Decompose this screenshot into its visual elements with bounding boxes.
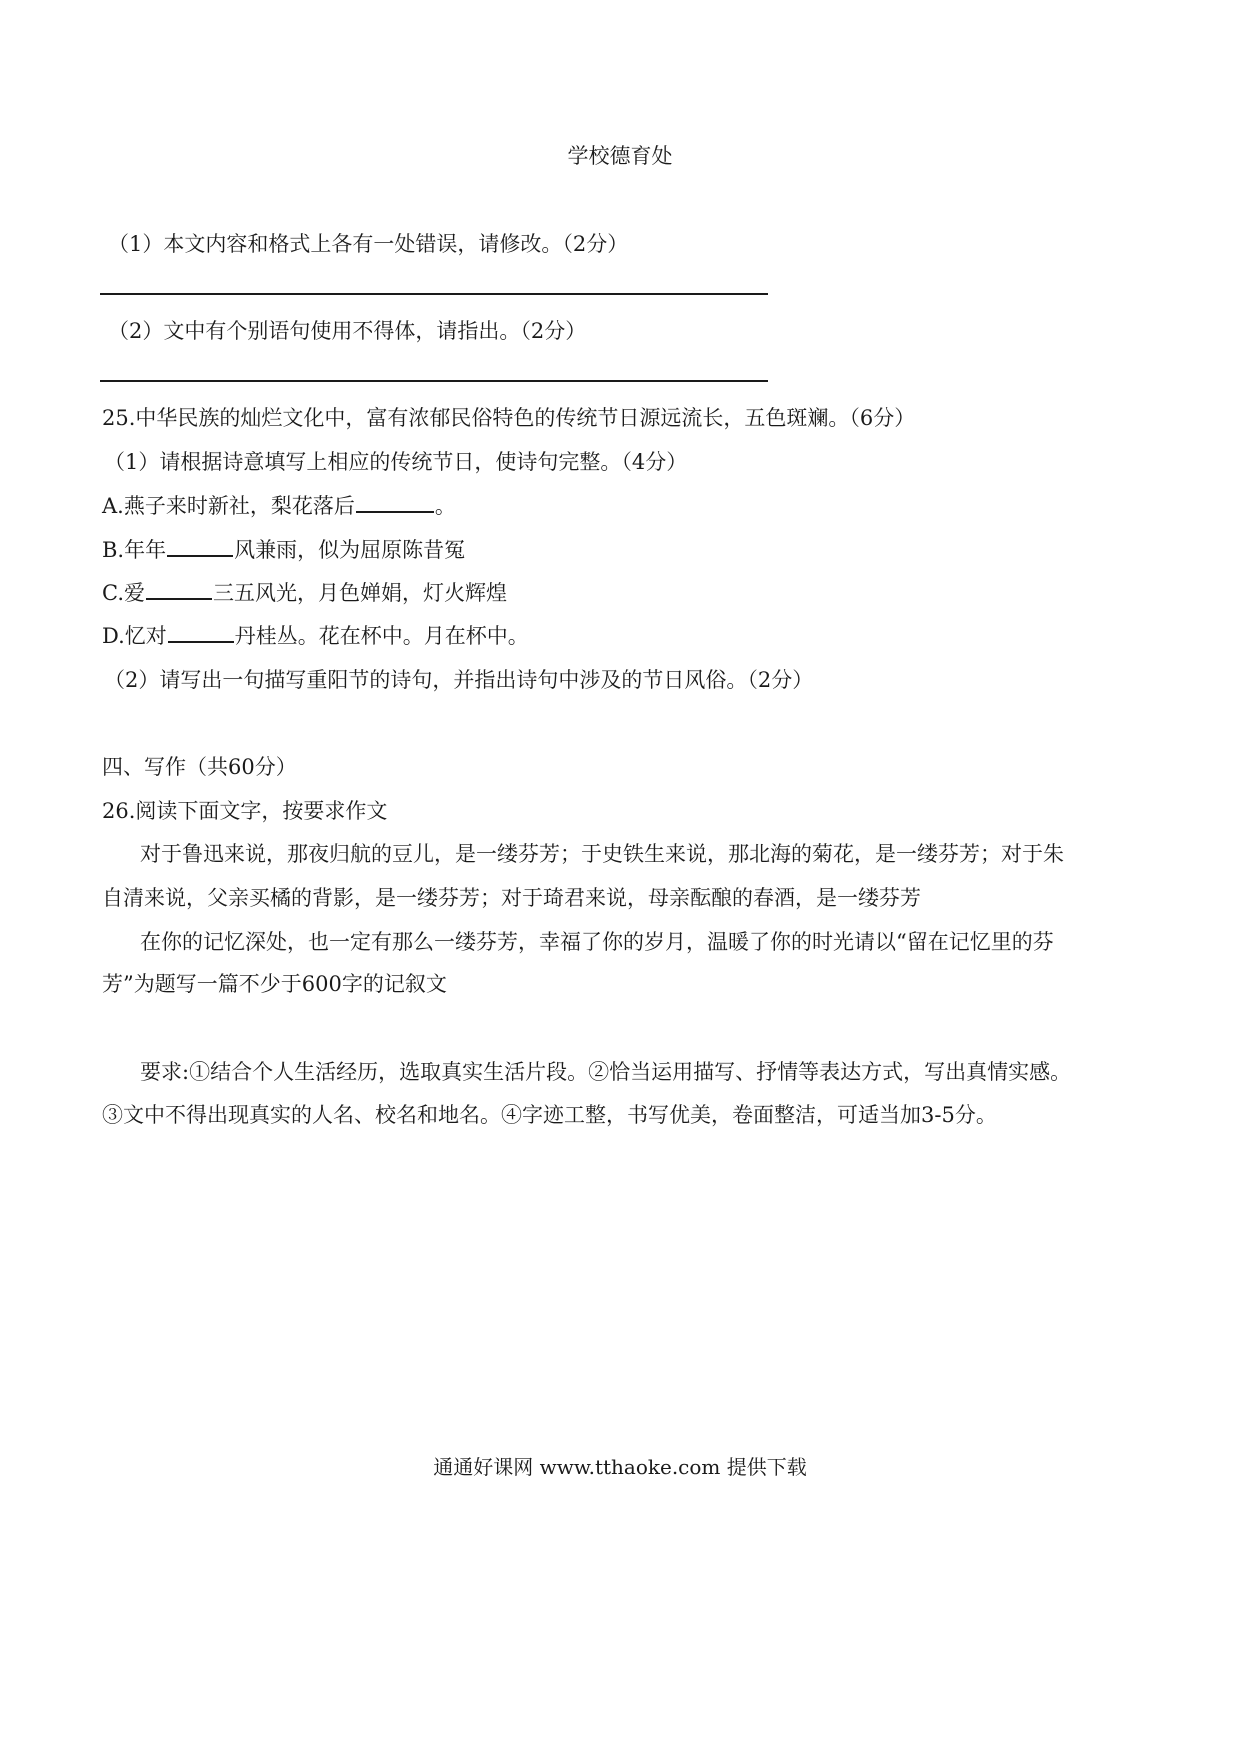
item-a-before: A.燕子来时新社，梨花落后	[102, 494, 355, 518]
q25-part1: （1）请根据诗意填写上相应的传统节日，使诗句完整。（4分）	[104, 450, 688, 474]
q26-title: 26.阅读下面文字，按要求作文	[102, 799, 388, 823]
item-d-before: D.忆对	[102, 624, 167, 648]
item-a-after: 。	[434, 494, 456, 518]
prompt-para2-line2: 芳”为题写一篇不少于600字的记叙文	[102, 972, 447, 996]
answer-line-2	[100, 380, 768, 382]
fill-blank-d[interactable]	[168, 621, 234, 643]
q25-part2: （2）请写出一句描写重阳节的诗句，并指出诗句中涉及的节日风俗。（2分）	[104, 668, 814, 692]
q24-part1: （1）本文内容和格式上各有一处错误，请修改。（2分）	[108, 232, 629, 256]
signature: 学校德育处	[567, 144, 673, 168]
q25-item-c	[102, 578, 507, 607]
answer-line-1	[100, 293, 768, 295]
prompt-para1-line2: 自清来说，父亲买橘的背影，是一缕芬芳；对于琦君来说，母亲酝酿的春酒，是一缕芬芳	[102, 886, 921, 910]
fill-blank-a[interactable]	[356, 491, 434, 513]
item-d-after: 丹桂丛。花在杯中。月在杯中。	[234, 624, 529, 648]
prompt-para1-line1: 对于鲁迅来说，那夜归航的豆儿，是一缕芬芳；于史铁生来说，那北海的菊花，是一缕芬芳；对于朱	[140, 842, 1064, 866]
q25-item-d	[102, 621, 529, 650]
q25-item-a	[102, 491, 456, 520]
q24-part2: （2）文中有个别语句使用不得体，请指出。（2分）	[108, 319, 587, 343]
q25-item-b	[102, 535, 465, 564]
section4-heading: 四、写作（共60分）	[102, 755, 297, 779]
item-b-before: B.年年	[102, 538, 167, 562]
item-c-after: 三五风光，月色婵娟，灯火辉煌	[213, 581, 507, 605]
requirements-line2: ③文中不得出现真实的人名、校名和地名。④字迹工整，书写优美，卷面整洁，可适当加3-5分。	[102, 1103, 997, 1127]
footer: 通通好课网 www.tthaoke.com 提供下载	[433, 1455, 807, 1479]
prompt-para2-line1: 在你的记忆深处，也一定有那么一缕芬芳，幸福了你的岁月，温暖了你的时光请以“留在记忆里的芬	[140, 930, 1054, 954]
requirements-line1: 要求:①结合个人生活经历，选取真实生活片段。②恰当运用描写、抒情等表达方式，写出真情实感。	[140, 1060, 1072, 1084]
fill-blank-c[interactable]	[146, 578, 212, 600]
item-b-after: 风兼雨，似为屈原陈昔冤	[234, 538, 466, 562]
item-c-before: C.爱	[102, 581, 145, 605]
fill-blank-b[interactable]	[167, 535, 233, 557]
q25-stem: 25.中华民族的灿烂文化中，富有浓郁民俗特色的传统节日源远流长，五色斑斓。（6分）	[102, 406, 916, 430]
